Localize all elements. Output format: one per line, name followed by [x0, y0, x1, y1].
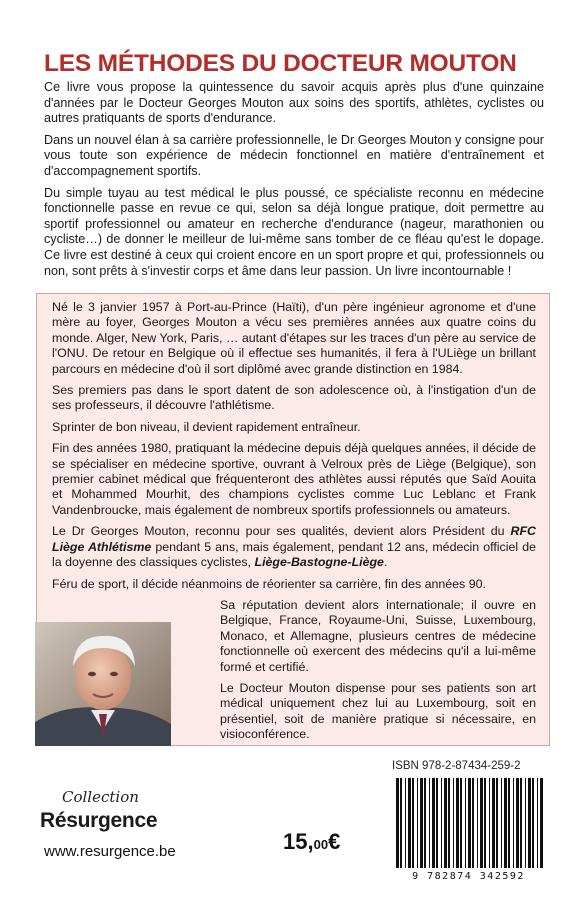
- bio-text-span: Le Dr Georges Mouton, reconnu pour ses qualités, devient alors Président du: [52, 524, 511, 539]
- bio-text-span: pendant 5 ans, mais également, pendant 12 ans, médecin officiel de la doyenne des classiques cyclistes,: [52, 539, 536, 570]
- bio-paragraph: Ses premiers pas dans le sport datent de son adolescence où, à l'instigation d'un de ses professeurs, il découvre l'athlétisme.: [52, 383, 536, 413]
- barcode-bars: [386, 778, 551, 870]
- intro-text: [44, 80, 544, 285]
- intro-paragraph: Ce livre vous propose la quintessence du savoir acquis après plus d'une quinzaine d'années par le Docteur Georges Mouton aux soins des sportifs, athlètes, cyclistes ou autres pratiquants de sports d'endurance.: [44, 80, 544, 126]
- bio-paragraph: Né le 3 janvier 1957 à Port-au-Prince (Haïti), d'un père ingénieur agronome et d'une mère au foyer, Georges Mouton a vécu ses premières années aux quatre coins du monde. Alger, New York, Paris, … autant d'étapes sur les traces d'un père au service de l'ONU. De retour en Belgique où il effectue ses humanités, il fera à l'ULiège un brillant parcours en médecine d'où il sort diplômé avec grande distinction en 1984.: [52, 300, 536, 376]
- author-photo: [35, 622, 171, 746]
- bio-paragraph: Sprinter de bon niveau, il devient rapidement entraîneur.: [52, 419, 361, 434]
- barcode: [386, 778, 551, 884]
- intro-paragraph: Dans un nouvel élan à sa carrière professionnelle, le Dr Georges Mouton y consigne pour vous toute son expérience de médecin fonctionnel en matière d'entraînement et d'accompagnement sportifs.: [44, 132, 544, 178]
- bio-paragraph: [52, 524, 536, 570]
- price: [283, 829, 340, 855]
- club-name: RFC Liège Athlétisme: [52, 524, 536, 554]
- price-main: 15,: [283, 829, 314, 854]
- publisher-logo: Résurgence: [40, 809, 158, 832]
- author-portrait-image: [35, 622, 171, 746]
- book-title: LES MÉTHODES DU DOCTEUR MOUTON: [44, 50, 517, 77]
- price-currency: €: [328, 829, 341, 854]
- bio-paragraph: Le Docteur Mouton dispense pour ses patients son art médical uniquement chez lui au Luxembourg, soit en présentiel, soit de manière pratique si nécessaire, en visioconférence.: [220, 680, 536, 742]
- race-name: Liège-Bastogne-Liège: [254, 555, 384, 570]
- isbn-label: ISBN 978-2-87434-259-2: [392, 760, 521, 772]
- barcode-digits: 9 782874 342592: [412, 871, 525, 882]
- price-cents: 00: [313, 837, 329, 852]
- intro-paragraph: Du simple tuyau au test médical le plus poussé, ce spécialiste reconnu en médecine fonctionnelle passe en revue ce qui, selon sa déjà longue pratique, doit permettre au sportif professionnel ou amateur en recherche d'endurance (nageur, marathonien ou cycliste…) de donner le meilleur de lui-même sans tomber de ce fléau qu'est le dopage. Ce livre est destiné à ceux qui croient encore en un sport propre et qui, professionnels ou non, sont prêts à s'investir corps et âme dans leur passion. Un livre incontournable !: [44, 185, 544, 278]
- publisher-website: www.resurgence.be: [44, 843, 176, 860]
- collection-label: Collection: [62, 788, 139, 806]
- bio-text-span: .: [383, 555, 388, 570]
- bio-paragraph: Féru de sport, il décide néanmoins de réorienter sa carrière, fin des années 90.: [52, 576, 486, 591]
- bio-paragraph: Sa réputation devient alors internationale; il ouvre en Belgique, France, Royaume-Uni, Suisse, Luxembourg, Monaco, et Allemagne, plusieurs centres de médecine fonctionnelle où exercent des médecins qu'il a lui-même formé et certifié.: [220, 597, 536, 674]
- bio-paragraph: Fin des années 1980, pratiquant la médecine depuis déjà quelques années, il décide de se spécialiser en médecine sportive, ouvrant à Velroux près de Liège (Belgique), son premier cabinet médical que fréquenteront des athlètes aussi réputés que Saïd Aouita et Mohammed Mourhit, des champions cyclistes comme Luc Leblanc et Frank Vandenbroucke, mais également de nombreux sportifs professionnels ou amateurs.: [52, 441, 536, 517]
